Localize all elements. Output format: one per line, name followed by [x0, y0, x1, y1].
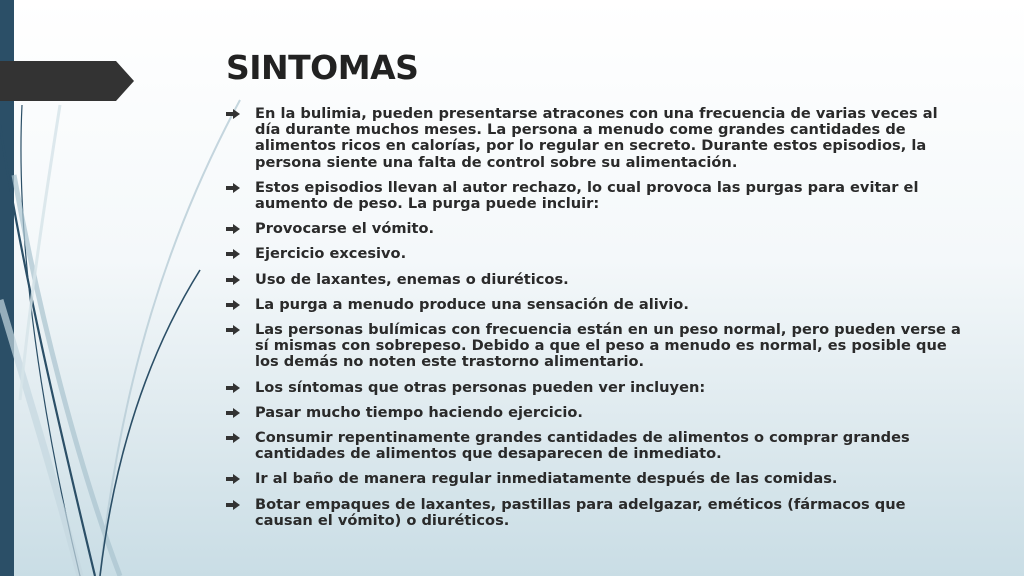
bullet-text: Uso de laxantes, enemas o diuréticos.: [255, 270, 569, 288]
arrow-right-icon: [226, 249, 240, 259]
arrow-right-icon: [226, 300, 240, 310]
bullet-text: Provocarse el vómito.: [255, 220, 435, 238]
arrow-right-icon: [226, 325, 240, 335]
bullet-item: [226, 497, 966, 529]
arrow-right-icon: [226, 474, 240, 484]
bullet-item: [226, 106, 966, 171]
arrow-right-icon: [226, 275, 240, 285]
bullet-item: [226, 221, 966, 237]
arrow-right-icon: [226, 183, 240, 193]
bullet-item: [226, 430, 966, 462]
bullet-text: Botar empaques de laxantes, pastillas para adelgazar, eméticos (fármacos que causan el vómito) o diuréticos.: [255, 495, 906, 529]
bullet-text: Ejercicio excesivo.: [255, 245, 407, 263]
bullet-text: Las personas bulímicas con frecuencia están en un peso normal, pero pueden verse a sí mismas con sobrepeso. Debido a que el peso a menudo es normal, es posible que los demás no noten este trastorno alimentario.: [255, 321, 961, 371]
slide-title: SINTOMAS: [226, 48, 419, 87]
bullet-item: [226, 471, 966, 487]
bullet-item: [226, 297, 966, 313]
bullet-text: Ir al baño de manera regular inmediatamente después de las comidas.: [255, 470, 838, 488]
bullet-item: [226, 180, 966, 212]
bullet-item: [226, 272, 966, 288]
arrow-right-icon: [226, 433, 240, 443]
bullet-list: [226, 106, 966, 538]
bullet-item: [226, 405, 966, 421]
arrow-right-icon: [226, 224, 240, 234]
bullet-text: Los síntomas que otras personas pueden ver incluyen:: [255, 378, 706, 396]
bullet-item: [226, 246, 966, 262]
arrow-right-icon: [226, 500, 240, 510]
bullet-item: [226, 322, 966, 371]
arrow-right-icon: [226, 383, 240, 393]
bullet-text: Estos episodios llevan al autor rechazo, lo cual provoca las purgas para evitar el aumento de peso. La purga puede incluir:: [255, 178, 919, 213]
bullet-item: [226, 380, 966, 396]
bullet-text: En la bulimia, pueden presentarse atracones con una frecuencia de varias veces al día durante muchos meses. La persona a menudo come grandes cantidades de alimentos ricos en calorías, por lo regular en secreto. Durante estos episodios, la persona siente una falta de control sobre su alimentación.: [255, 105, 938, 171]
arrow-right-icon: [226, 408, 240, 418]
bullet-text: La purga a menudo produce una sensación de alivio.: [255, 295, 689, 313]
arrow-right-icon: [226, 109, 240, 119]
title-tab-shape: [0, 61, 134, 101]
bullet-text: Consumir repentinamente grandes cantidades de alimentos o comprar grandes cantidades de alimentos que desaparecen de inmediato.: [255, 429, 910, 463]
bullet-text: Pasar mucho tiempo haciendo ejercicio.: [255, 403, 583, 421]
